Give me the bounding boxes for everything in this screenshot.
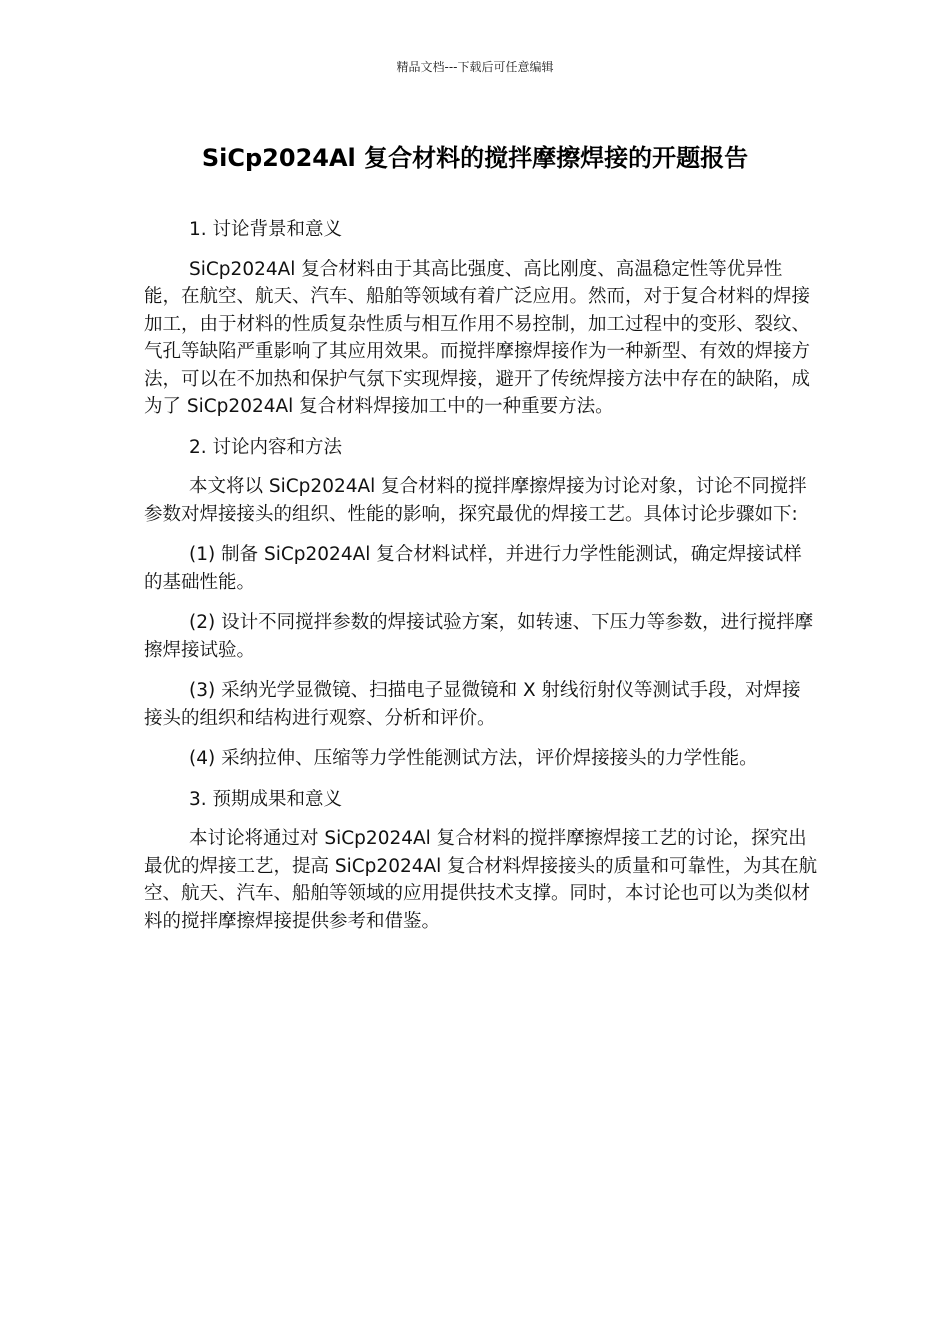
- document-body: [144, 216, 819, 948]
- header-note: 精品文档---下载后可任意编辑: [396, 60, 554, 74]
- document-title: SiCp2024Al 复合材料的搅拌摩擦焊接的开题报告: [201, 144, 749, 172]
- paragraph-step-2: (2) 设计不同搅拌参数的焊接试验方案，如转速、下压力等参数，进行搅拌摩擦焊接试验。: [144, 612, 814, 661]
- section-heading-content-methods: 2. 讨论内容和方法: [189, 436, 343, 458]
- paragraph-background: SiCp2024Al 复合材料由于其高比强度、高比刚度、高温稳定性等优异性能，在航空、航天、汽车、船舶等领域有着广泛应用。然而，对于复合材料的焊接加工，由于材料的性质复杂性质与相互作用不易控制，加工过程中的变形、裂纹、气孔等缺陷严重影响了其应用效果。而搅拌摩擦焊接作为一种新型、有效的焊接方法，可以在不加热和保护气氛下实现焊接，避开了传统焊接方法中存在的缺陷，成为了 SiCp2024Al 复合材料焊接加工中的一种重要方法。: [144, 258, 811, 417]
- paragraph-step-3: (3) 采纳光学显微镜、扫描电子显微镜和 X 射线衍射仪等测试手段，对焊接接头的组织和结构进行观察、分析和评价。: [144, 680, 801, 729]
- paragraph-step-4: (4) 采纳拉伸、压缩等力学性能测试方法，评价焊接接头的力学性能。: [189, 748, 758, 769]
- section-heading-background: 1. 讨论背景和意义: [189, 219, 343, 240]
- paragraph-expected-results: 本讨论将通过对 SiCp2024Al 复合材料的搅拌摩擦焊接工艺的讨论，探究出最优的焊接工艺，提高 SiCp2024Al 复合材料焊接接头的质量和可靠性，为其在航空、航天、汽车、船舶等领域的应用提供技术支撑。同时，本讨论也可以为类似材料的搅拌摩擦焊接提供参考和借鉴。: [144, 828, 818, 932]
- paragraph-content-intro: 本文将以 SiCp2024Al 复合材料的搅拌摩擦焊接为讨论对象，讨论不同搅拌参数对焊接接头的组织、性能的影响，探究最优的焊接工艺。具体讨论步骤如下:: [144, 476, 807, 525]
- paragraph-step-1: (1) 制备 SiCp2024Al 复合材料试样，并进行力学性能测试，确定焊接试样的基础性能。: [144, 544, 802, 593]
- section-heading-expected-results: 3. 预期成果和意义: [189, 788, 343, 810]
